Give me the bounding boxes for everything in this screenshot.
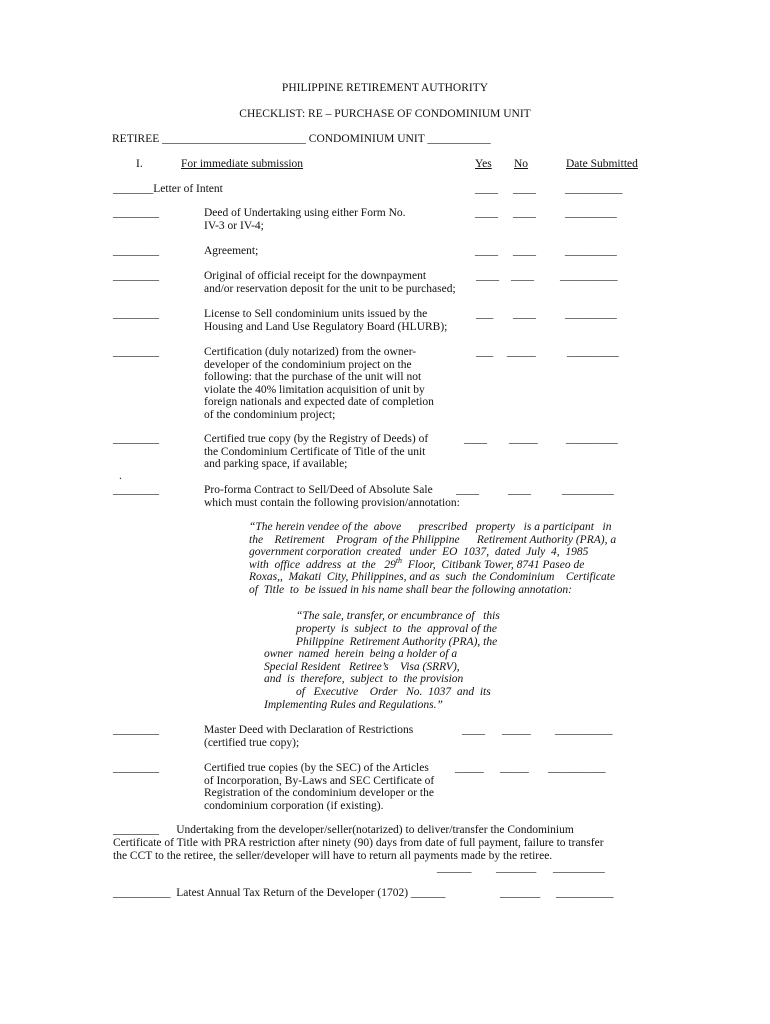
no-blank: ____ [513, 308, 536, 320]
yes-blank: ____ [475, 245, 498, 257]
annotation-line-address [249, 555, 616, 572]
annotation-line: of Title to be issued in his name shall bear the following annotation: [249, 583, 572, 596]
undertaking-line: the CCT to the retiree, the seller/developer will have to return all payments made by the retiree. [113, 850, 553, 862]
yes-blank: ___ [476, 308, 494, 320]
tax-return-text: __________ Latest Annual Tax Return of the Developer (1702) ______ [113, 887, 446, 899]
annotation-line: government corporation created under EO 1037, dated July 4, 1985 [249, 546, 589, 559]
inner-annotation-line: property is subject to the approval of the [296, 623, 498, 635]
date-blank: _________ [565, 245, 617, 257]
date-blank: __________ [555, 724, 613, 736]
item-blank: ________ [113, 433, 159, 445]
yes-blank: ____ [475, 207, 498, 219]
no-blank: _____ [507, 346, 536, 358]
date-blank: __________ [556, 887, 614, 899]
address-before: with office address at the 29 [249, 558, 396, 571]
yes-blank: ____ [475, 183, 498, 195]
address-after: Floor, Citibank Tower, 8741 Paseo de [402, 558, 585, 571]
yes-blank: _____ [455, 762, 484, 774]
date-blank: __________ [560, 270, 618, 282]
column-yes: Yes [475, 158, 492, 170]
item-blank: ________ [113, 207, 159, 219]
checklist-title: CHECKLIST: RE – PURCHASE OF CONDOMINIUM UNIT [239, 108, 531, 120]
date-blank: __________ [565, 183, 623, 195]
item-blank: ________ [113, 724, 159, 736]
date-blank: _________ [565, 207, 617, 219]
no-blank: _____ [509, 433, 538, 445]
item-text: Deed of Undertaking using either Form No. IV-3 or IV-4; [204, 207, 406, 232]
no-blank: _______ [500, 887, 541, 899]
no-blank: ____ [511, 270, 534, 282]
item-blank: ________ [113, 484, 159, 496]
no-blank: ____ [513, 183, 536, 195]
no-blank: ____ [508, 484, 531, 496]
date-blank: _________ [566, 433, 618, 445]
inner-annotation-line: and is therefore, subject to the provision [264, 673, 464, 685]
no-blank: ____ [513, 207, 536, 219]
yes-blank: ____ [462, 724, 485, 736]
item-blank: ________ [113, 308, 159, 320]
item-text: _______Letter of Intent [113, 183, 223, 195]
item-text: Certification (duly notarized) from the owner- developer of the condominium project on the following: that the purchase of the unit will not violate the 40% limitation acquisition of unit by foreign nationals and expected date of completion of the condominium project; [204, 346, 434, 421]
annotation-paragraph [249, 521, 616, 597]
date-blank: _________ [553, 862, 605, 874]
yes-blank: ______ [437, 862, 472, 874]
no-blank: _____ [502, 724, 531, 736]
item-text: Agreement; [204, 245, 259, 257]
item-text: Original of official receipt for the downpayment and/or reservation deposit for the unit to be purchased; [204, 270, 456, 295]
no-blank: _____ [500, 762, 529, 774]
date-blank: _________ [562, 484, 614, 496]
section-number: I. [136, 158, 143, 170]
item-blank: ________ [113, 270, 159, 282]
authority-title: PHILIPPINE RETIREMENT AUTHORITY [281, 82, 489, 94]
column-date-submitted: Date Submitted [566, 158, 638, 170]
inner-annotation-line: “The sale, transfer, or encumbrance of this [296, 610, 500, 622]
item-text: Certified true copies (by the SEC) of the Articles of Incorporation, By-Laws and SEC Certificate of Registration of the condominium developer or the condominium corporation (if existing). [204, 762, 435, 812]
inner-annotation-line: of Executive Order No. 1037 and its [296, 686, 491, 698]
yes-blank: ____ [456, 484, 479, 496]
inner-annotation-line: Implementing Rules and Regulations.” [264, 699, 443, 711]
column-no: No [514, 158, 529, 170]
undertaking-line: Certificate of Title with PRA restriction after ninety (90) days from date of full payment, failure to transfer [113, 837, 604, 849]
item-blank: ________ [113, 245, 159, 257]
inner-annotation-line: owner named herein being a holder of a [264, 648, 458, 660]
item-blank: ________ [113, 346, 159, 358]
annotation-line: Roxas,, Makati City, Philippines, and as such the Condominium Certificate [249, 571, 616, 584]
address-superscript: th [395, 555, 403, 565]
no-blank: _______ [496, 862, 537, 874]
yes-blank: ____ [464, 433, 487, 445]
yes-blank: ___ [476, 346, 494, 358]
inner-annotation-line: Special Resident Retiree’s Visa (SRRV), [264, 661, 460, 673]
item-blank: ________ [113, 762, 159, 774]
item-text: Master Deed with Declaration of Restrictions (certified true copy); [204, 724, 414, 749]
item-text: Certified true copy (by the Registry of Deeds) of the Condominium Certificate of Title of the unit and parking space, if available; [204, 433, 429, 470]
stray-mark: . [119, 470, 122, 482]
yes-blank: ____ [476, 270, 499, 282]
annotation-line: “The herein vendee of the above prescribed property is a participant in [249, 521, 612, 533]
item-text: Pro-forma Contract to Sell/Deed of Absolute Sale which must contain the following provision/annotation: [204, 484, 460, 509]
date-blank: _________ [565, 308, 617, 320]
no-blank: ____ [513, 245, 536, 257]
annotation-line: the Retirement Program of the Philippine Retirement Authority (PRA), a [249, 533, 617, 546]
section-title: For immediate submission [181, 158, 304, 170]
inner-annotation-line: Philippine Retirement Authority (PRA), the [296, 636, 498, 648]
retiree-line: RETIREE _________________________ CONDOMINIUM UNIT ___________ [112, 133, 491, 145]
date-blank: __________ [548, 762, 606, 774]
undertaking-line: ________ Undertaking from the developer/seller(notarized) to deliver/transfer the Condominium [113, 824, 574, 836]
date-blank: _________ [567, 346, 619, 358]
item-text: License to Sell condominium units issued by the Housing and Land Use Regulatory Board (HLURB); [204, 308, 448, 333]
